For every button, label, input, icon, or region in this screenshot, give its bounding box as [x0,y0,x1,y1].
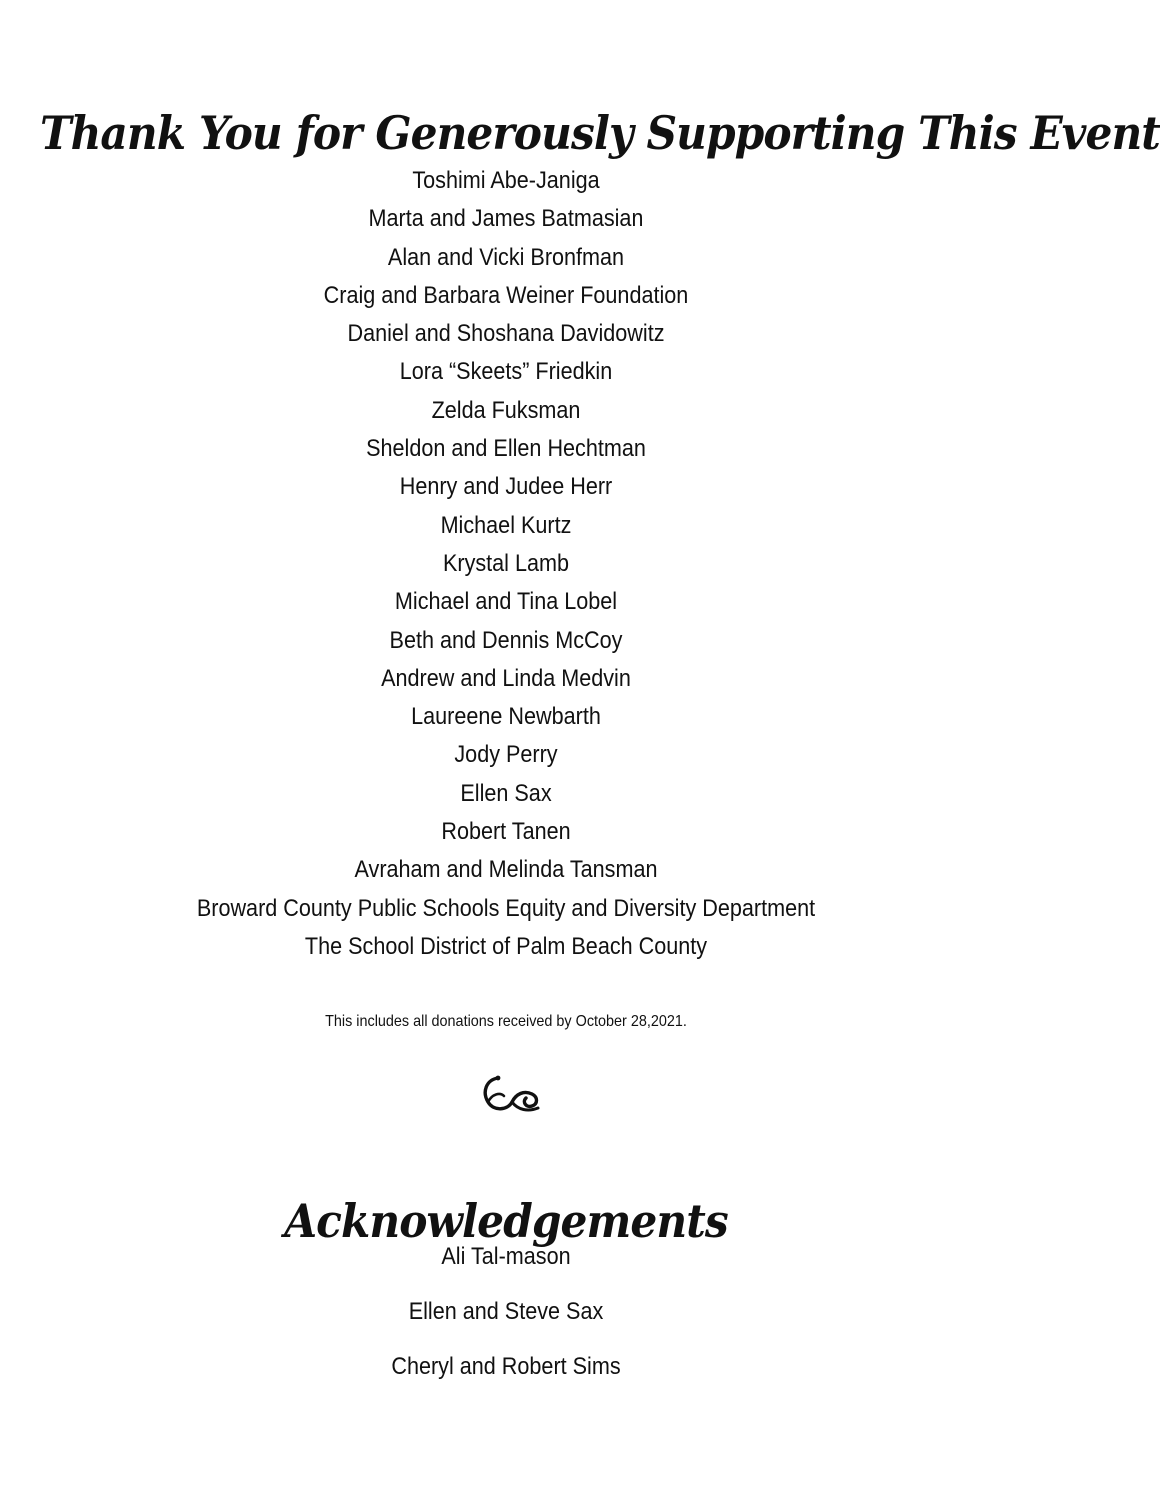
donor-name: Michael and Tina Lobel [394,588,618,616]
donor-name: Andrew and Linda Medvin [381,664,631,692]
donor-name: Beth and Dennis McCoy [389,626,623,654]
donor-name: Henry and Judee Herr [399,473,613,501]
donor-name: Alan and Vicki Bronfman [387,243,625,271]
acknowledgement-name: Ellen and Steve Sax [408,1298,604,1325]
donor-name: The School District of Palm Beach County [304,932,708,960]
donor-name: Zelda Fuksman [431,396,581,424]
donor-name: Krystal Lamb [442,549,570,577]
acknowledgement-name: Cheryl and Robert Sims [391,1353,621,1380]
donor-name: Toshimi Abe-Janiga [412,167,600,194]
donor-name: Ellen Sax [460,779,552,807]
donor-name: Lora “Skeets” Friedkin [399,358,613,386]
donor-name: Craig and Barbara Weiner Foundation [323,281,689,309]
donor-name: Michael Kurtz [440,511,572,539]
donor-name: Avraham and Melinda Tansman [354,856,658,884]
donor-name: Marta and James Batmasian [368,205,644,233]
donor-name: Broward County Public Schools Equity and Diversity Department [196,894,816,922]
donor-name: Laureene Newbarth [411,703,601,731]
page-title: Thank You for Generously Supporting This Event [40,105,1160,160]
acknowledgements-title: Acknowledgements [284,1194,728,1249]
donor-name: Jody Perry [454,741,558,769]
donor-list [0,162,1012,966]
acknowledgement-name: Ali Tal-mason [441,1243,571,1270]
donor-name: Daniel and Shoshana Davidowitz [347,320,665,348]
donor-name: Robert Tanen [441,818,571,846]
acknowledgements-list [0,1238,1012,1403]
donations-note: This includes all donations received by October 28,2021. [325,1013,687,1030]
donor-name: Sheldon and Ellen Hechtman [366,435,646,463]
flourish-ornament-icon [478,1072,544,1116]
